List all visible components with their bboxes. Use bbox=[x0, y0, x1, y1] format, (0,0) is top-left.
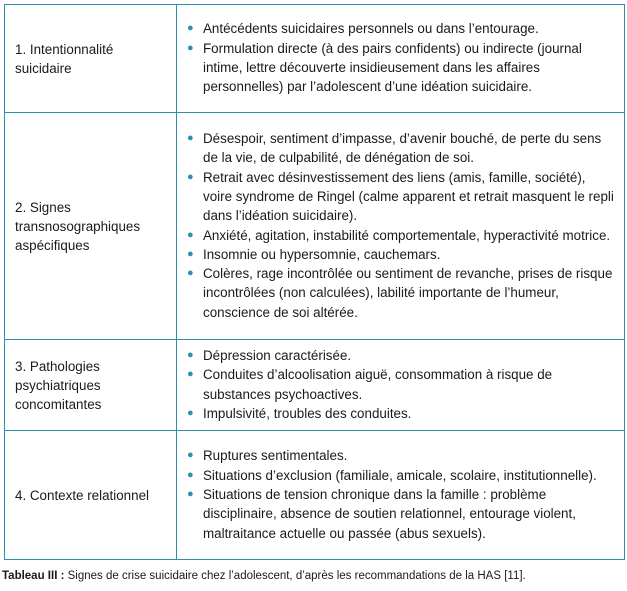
list-item-text: Dépression caractérisée. bbox=[203, 348, 352, 363]
list-item bbox=[187, 129, 616, 168]
signs-cell bbox=[177, 340, 625, 431]
bullet-dot-icon: ● bbox=[187, 488, 194, 501]
signs-table bbox=[4, 4, 625, 560]
list-item-text: Retrait avec désinvestissement des liens (amis, famille, société), voire syndrome de Ringel (calme apparent et retrait masquent le repli dans l’idéation suicidaire). bbox=[203, 169, 614, 224]
list-item bbox=[187, 245, 616, 264]
list-item bbox=[187, 264, 616, 322]
list-item bbox=[187, 365, 616, 404]
criterion-cell bbox=[5, 431, 177, 560]
signs-list bbox=[177, 13, 624, 103]
list-item-text: Insomnie ou hypersomnie, cauchemars. bbox=[203, 246, 441, 262]
table-row bbox=[5, 113, 625, 340]
criterion-cell bbox=[5, 340, 177, 431]
signs-list bbox=[177, 440, 624, 549]
list-item bbox=[187, 226, 616, 245]
criterion-label: 4. Contexte relationnel bbox=[15, 487, 149, 503]
caption-text: Signes de crise suicidaire chez l’adolescent, d’après les recommandations de la HAS [11]. bbox=[64, 570, 526, 582]
list-item bbox=[187, 19, 616, 38]
bullet-dot-icon: ● bbox=[187, 349, 194, 361]
criterion-label: 2. Signes transnosographiques aspécifiques bbox=[15, 199, 141, 253]
bullet-dot-icon: ● bbox=[187, 132, 194, 145]
table-row bbox=[5, 340, 625, 431]
list-item-text: Conduites d’alcoolisation aiguë, consommation à risque de substances psychoactives. bbox=[203, 367, 553, 402]
list-item bbox=[187, 346, 616, 365]
signs-list bbox=[177, 340, 624, 430]
list-item-text: Antécédents suicidaires personnels ou dans l’entourage. bbox=[203, 21, 539, 37]
list-item-text: Situations d’exclusion (familiale, amicale, scolaire, institutionnelle). bbox=[203, 467, 597, 483]
list-item bbox=[187, 466, 616, 485]
list-item-text: Situations de tension chronique dans la famille : problème disciplinaire, absence de soutien relationnel, entourage violent, maltraitance actuelle ou passée (abus sexuels). bbox=[203, 487, 576, 541]
signs-cell bbox=[177, 5, 625, 113]
list-item-text: Ruptures sentimentales. bbox=[203, 448, 348, 464]
bullet-dot-icon: ● bbox=[187, 468, 194, 481]
criterion-label: 1. Intentionnalité suicidaire bbox=[15, 41, 114, 76]
bullet-dot-icon: ● bbox=[187, 170, 194, 183]
signs-list bbox=[177, 123, 624, 329]
bullet-dot-icon: ● bbox=[187, 228, 194, 241]
bullet-dot-icon: ● bbox=[187, 267, 194, 280]
list-item bbox=[187, 168, 616, 226]
list-item-text: Anxiété, agitation, instabilité comportementale, hyperactivité motrice. bbox=[203, 227, 611, 243]
list-item bbox=[187, 446, 616, 465]
list-item-text: Colères, rage incontrôlée ou sentiment de revanche, prises de risque incontrôlées (non calculées), labilité importante de l’humeur, conscience de soi altérée. bbox=[203, 266, 613, 320]
criterion-cell bbox=[5, 5, 177, 113]
bullet-dot-icon: ● bbox=[187, 406, 194, 419]
signs-cell bbox=[177, 431, 625, 560]
list-item bbox=[187, 39, 616, 97]
caption-label: Tableau III : bbox=[2, 570, 65, 582]
list-item bbox=[187, 404, 616, 423]
list-item bbox=[187, 485, 616, 543]
table-row bbox=[5, 5, 625, 113]
bullet-dot-icon: ● bbox=[187, 449, 194, 462]
bullet-dot-icon: ● bbox=[187, 247, 194, 260]
list-item-text: Formulation directe (à des pairs confidents) ou indirecte (journal intime, lettre découverte insidieusement dans les affaires personnelles) par l’adolescent d’une idéation suicidaire. bbox=[203, 40, 582, 95]
signs-cell bbox=[177, 113, 625, 340]
bullet-dot-icon: ● bbox=[187, 41, 194, 54]
table-body bbox=[5, 5, 625, 560]
bullet-dot-icon: ● bbox=[187, 22, 194, 35]
list-item-text: Désespoir, sentiment d’impasse, d’avenir bouché, de perte du sens de la vie, de culpabilité, de dénégation de soi. bbox=[203, 131, 602, 166]
criterion-label: 3. Pathologies psychiatriques concomitantes bbox=[15, 358, 102, 412]
table-caption bbox=[2, 570, 526, 582]
bullet-dot-icon: ● bbox=[187, 368, 194, 381]
list-item-text: Impulsivité, troubles des conduites. bbox=[203, 405, 412, 421]
table-row bbox=[5, 431, 625, 560]
criterion-cell bbox=[5, 113, 177, 340]
